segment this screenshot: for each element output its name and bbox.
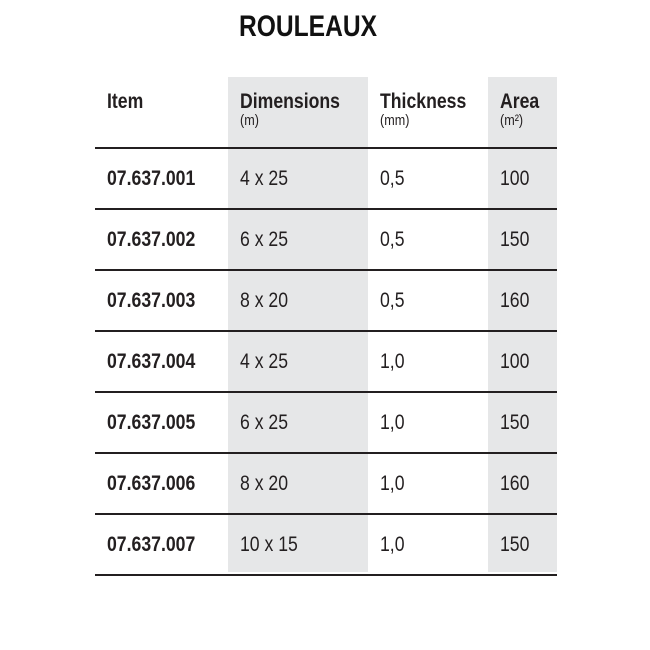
cell-area: [488, 393, 557, 452]
cell-area: [488, 515, 557, 574]
cell-thickness-text: 0,5: [380, 166, 405, 190]
table-row: [95, 271, 557, 332]
cell-dimensions-text: 4 x 25: [240, 166, 289, 190]
cell-item: [95, 271, 228, 330]
table-header-row: [95, 77, 557, 149]
cell-thickness: [368, 393, 488, 452]
cell-dimensions: [228, 393, 368, 452]
cell-item: [95, 454, 228, 513]
cell-item-text: 07.637.001: [107, 166, 196, 190]
cell-thickness: [368, 454, 488, 513]
cell-thickness: [368, 149, 488, 208]
header-area-unit: (m²): [500, 112, 524, 129]
cell-dimensions: [228, 210, 368, 269]
cell-thickness-text: 1,0: [380, 410, 405, 434]
cell-area-text: 150: [500, 227, 530, 251]
cell-dimensions-text: 8 x 20: [240, 471, 289, 495]
cell-item-text: 07.637.005: [107, 410, 196, 434]
cell-dimensions-text: 10 x 15: [240, 532, 298, 556]
cell-area: [488, 149, 557, 208]
cell-dimensions-text: 8 x 20: [240, 288, 289, 312]
table-grid: [95, 77, 557, 576]
cell-item: [95, 210, 228, 269]
cell-area: [488, 454, 557, 513]
header-thickness-label: Thickness: [380, 90, 467, 113]
header-item-label: Item: [107, 90, 144, 113]
header-dimensions-label: Dimensions: [240, 90, 340, 113]
table-row: [95, 393, 557, 454]
header-dimensions: [228, 77, 368, 147]
cell-dimensions-text: 4 x 25: [240, 349, 289, 373]
cell-area-text: 150: [500, 532, 530, 556]
product-table: [95, 77, 557, 576]
cell-thickness-text: 0,5: [380, 288, 405, 312]
cell-thickness-text: 1,0: [380, 471, 405, 495]
header-dimensions-unit: (m): [240, 112, 259, 129]
cell-dimensions-text: 6 x 25: [240, 227, 289, 251]
table-row: [95, 454, 557, 515]
cell-thickness: [368, 271, 488, 330]
cell-thickness-text: 1,0: [380, 349, 405, 373]
cell-item-text: 07.637.007: [107, 532, 196, 556]
header-area-label: Area: [500, 90, 540, 113]
cell-area-text: 100: [500, 166, 530, 190]
page-title: ROULEAUX: [238, 10, 378, 43]
header-item: [95, 77, 228, 147]
cell-item-text: 07.637.006: [107, 471, 196, 495]
cell-area-text: 160: [500, 288, 530, 312]
cell-item: [95, 332, 228, 391]
cell-area-text: 100: [500, 349, 530, 373]
cell-item-text: 07.637.004: [107, 349, 196, 373]
cell-thickness: [368, 332, 488, 391]
header-thickness-unit: (mm): [380, 112, 410, 129]
header-thickness: [368, 77, 488, 147]
cell-area: [488, 332, 557, 391]
table-row: [95, 332, 557, 393]
cell-item-text: 07.637.003: [107, 288, 196, 312]
cell-area-text: 150: [500, 410, 530, 434]
table-row: [95, 515, 557, 576]
cell-dimensions-text: 6 x 25: [240, 410, 289, 434]
cell-area: [488, 210, 557, 269]
cell-thickness: [368, 210, 488, 269]
cell-area-text: 160: [500, 471, 530, 495]
table-row: [95, 149, 557, 210]
cell-dimensions: [228, 149, 368, 208]
cell-dimensions: [228, 271, 368, 330]
cell-thickness-text: 0,5: [380, 227, 405, 251]
cell-item: [95, 515, 228, 574]
cell-dimensions: [228, 515, 368, 574]
cell-item: [95, 393, 228, 452]
cell-dimensions: [228, 332, 368, 391]
cell-area: [488, 271, 557, 330]
cell-thickness: [368, 515, 488, 574]
header-area: [488, 77, 557, 147]
cell-thickness-text: 1,0: [380, 532, 405, 556]
cell-item-text: 07.637.002: [107, 227, 196, 251]
cell-item: [95, 149, 228, 208]
table-row: [95, 210, 557, 271]
cell-dimensions: [228, 454, 368, 513]
